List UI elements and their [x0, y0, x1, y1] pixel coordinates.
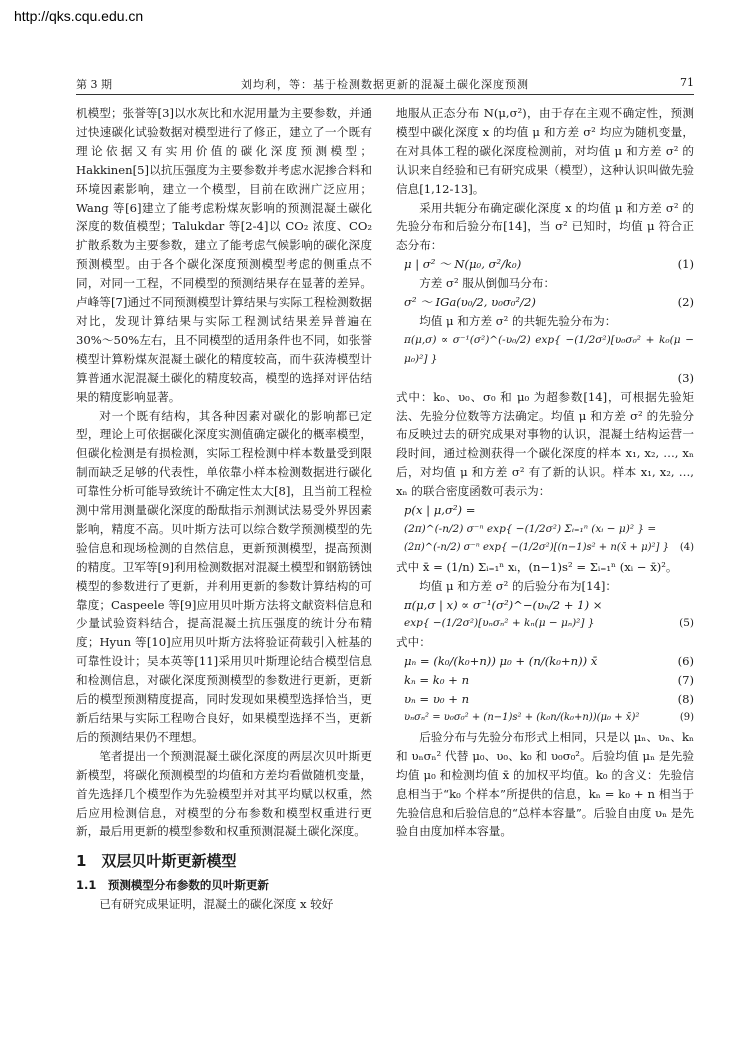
paragraph: 机模型；张誉等[3]以水灰比和水泥用量为主要参数，并通过快速碳化试验数据对模型进行了修正，建立了一个既有理论依据又有实用价值的碳化深度预测模型；Hakkinen[5]以抗压强度为主要参数并考虑水泥掺合料和环境因素影响，建立一个模型，目前在欧洲广泛应用；Wang 等[6]建立了能考虑粉煤灰影响的预测混凝土碳化深度的数值模型；Talukdar 等[2-4]以 CO₂ 浓度、CO₂ 扩散系数为主要参数，建立了能考虑气候影响的碳化深度预测模型。由于各个碳化深度预测模型考虑的侧重点不同，对同一工程，不同模型的预测结果存在显著的差异。卢峰等[7]通过不同预测模型计算结果与实际工程检测数据对比，发现计算结果与实际工程测试结果差异普遍在 30%～50%左右，且不同模型的适用条件也不同，如张誉模型计算粉煤灰混凝土碳化的精度较高，而牛荻涛模型计算普通水泥混凝土碳化的精度较高，模型的选择对评估结果的精度影响显著。: [76, 106, 372, 404]
subsection-heading: 1.1 预测模型分布参数的贝叶斯更新: [76, 878, 269, 893]
section-heading: 1 双层贝叶斯更新模型: [76, 852, 237, 871]
equation-6: μₙ = (k₀/(k₀+n)) μ₀ + (n/(k₀+n)) x̄ (6): [404, 654, 694, 669]
equation-9: υₙσₙ² = υ₀σ₀² + (n−1)s² + (k₀n/(k₀+n))(μ₀ + x̄)² (9): [404, 712, 694, 723]
left-column: [76, 104, 372, 914]
paragraph: 后验分布与先验分布形式上相同，只是以 μₙ、υₙ、kₙ 和 υₙσₙ² 代替 μ₀、υ₀、k₀ 和 υ₀σ₀²。后验均值 μₙ 是先验均值 μ₀ 和检测均值 x̄ 的加权平均值。k₀ 的含义：先验信息相当于“k₀ 个样本”所提供的信息，kₙ = k₀ + n 相当于先验信息和后验信息的“总样本容量”。后验自由度 υₙ 是先验自由度加样本容量。: [396, 729, 694, 839]
equation-5-line-2: exp{ −(1/2σ²)[υₙσₙ² + kₙ(μ − μₙ)²] } (5): [404, 617, 694, 630]
text-line: 均值 μ 和方差 σ² 的共轭先验分布为：: [419, 313, 617, 328]
paragraph: 已有研究成果证明，混凝土的碳化深度 x 较好: [99, 897, 334, 912]
text-line: 方差 σ² 服从倒伽马分布：: [419, 276, 556, 291]
right-column: [396, 104, 694, 841]
source-url[interactable]: http://qks.cqu.edu.cn: [14, 8, 144, 24]
text-line: 式中：: [396, 635, 431, 650]
text-line: 均值 μ 和方差 σ² 的后验分布为[14]：: [419, 578, 617, 593]
issue-number: 第 3 期: [76, 78, 112, 91]
paragraph: 笔者提出一个预测混凝土碳化深度的两层次贝叶斯更新模型，将碳化预测模型的均值和方差均看做随机变量，首先选择几个模型作为先验模型并对其平均赋以权重，然后应用检测信息，对模型的分布参数和模型权重进行更新，最后用更新的模型参数和权重预测混凝土碳化深度。: [76, 748, 372, 839]
paragraph: 采用共轭分布确定碳化深度 x 的均值 μ 和方差 σ² 的先验分布和后验分布[14]，当 σ² 已知时，均值 μ 符合正态分布：: [396, 200, 694, 253]
paragraph: 对一个既有结构，其各种因素对碳化的影响都已定型，理论上可依据碳化深度实测值确定碳化的概率模型，但碳化检测是有损检测，实际工程检测中样本数量受到限制而缺乏足够的代表性，单依靠小样本检测数据进行碳化可靠性分析可能导致统计不确定性太大[8]，且当前工程检测中常用测量碳化深度的酚酞指示剂测试法易受外界因素影响，精度不高。贝叶斯方法可以综合数学预测模型的先验信息和现场检测的自然信息，更新预测模型，提高预测的精度。卫军等[9]利用检测数据对混凝土模型和钢筋锈蚀模型的参数进行了更新，并利用更新的参数计算结构的可靠度；Caspeele 等[9]应用贝叶斯方法将文献资料信息和少量试验资料结合，提高混凝土抗压强度的统计分布精度；Hyun 等[10]应用贝叶斯方法将验证荷载引入桩基的可靠性设计；吴本英等[11]采用贝叶斯理论结合模型信息和检测信息，对碳化深度预测模型的参数进行更新，更新后的模型预测精度提高，同时发现如果模型选择恰当，更新后结果与实际工程吻合良好，如果模型选择不当，更新后的预测结果仍不理想。: [76, 408, 372, 744]
equation-4-line-3: (2π)^(-n/2) σ⁻ⁿ exp{ −(1/2σ²)[(n−1)s² + n(x̄ + μ)²] } (4): [404, 541, 694, 553]
equation-2: σ² ～ IGa(υ₀/2, υ₀σ₀²/2) (2): [404, 295, 694, 310]
running-header: [76, 76, 694, 95]
equation-number: (3): [677, 370, 694, 385]
text-line: 式中 x̄ = (1/n) Σᵢ₌₁ⁿ xᵢ，(n−1)s² = Σᵢ₌₁ⁿ (xᵢ − x̄)²。: [396, 559, 678, 574]
equation-4-line-2: (2π)^(-n/2) σ⁻ⁿ exp{ −(1/2σ²) Σᵢ₌₁ⁿ (xᵢ − μ)² } =: [404, 522, 657, 535]
equation-8: υₙ = υ₀ + n (8): [404, 692, 694, 707]
running-title: 刘均利，等：基于检测数据更新的混凝土碳化深度预测: [241, 78, 529, 91]
equation-7: kₙ = k₀ + n (7): [404, 673, 694, 688]
paragraph: 式中：k₀、υ₀、σ₀ 和 μ₀ 为超参数[14]，可根据先验矩法、先验分位数等方法确定。均值 μ 和方差 σ² 的先验分布反映过去的研究成果对事物的认识，混凝土结构运营一段时间，通过检测获得一个碳化深度的样本 x₁, x₂, …, xₙ 后，对均值 μ 和方差 σ² 有了新的认识。样本 x₁, x₂, …, xₙ 的联合密度函数可表示为：: [396, 389, 694, 499]
equation-5-line-1: π(μ,σ | x) ∝ σ⁻¹(σ²)^−(υₙ/2 + 1) ×: [404, 597, 603, 612]
paragraph: 地服从正态分布 N(μ,σ²)，由于存在主观不确定性，预测模型中碳化深度 x 的均值 μ 和方差 σ² 均应为随机变量，在对具体工程的碳化深度检测前，对均值 μ 和方差 σ² 的认识来自经验和已有研究成果（模型），这种认识叫做先验信息[1,12-13]。: [396, 106, 694, 196]
equation-4-line-1: p(x | μ,σ²) =: [404, 503, 476, 518]
page-number: 71: [680, 76, 694, 89]
equation-3: π(μ,σ) ∝ σ⁻¹(σ²)^(-υ₀/2) exp{ −(1/2σ²)[υ₀σ₀² + k₀(μ − μ₀)²] }: [404, 333, 694, 365]
equation-1: μ | σ² ～ N(μ₀, σ²/k₀) (1): [404, 257, 694, 272]
